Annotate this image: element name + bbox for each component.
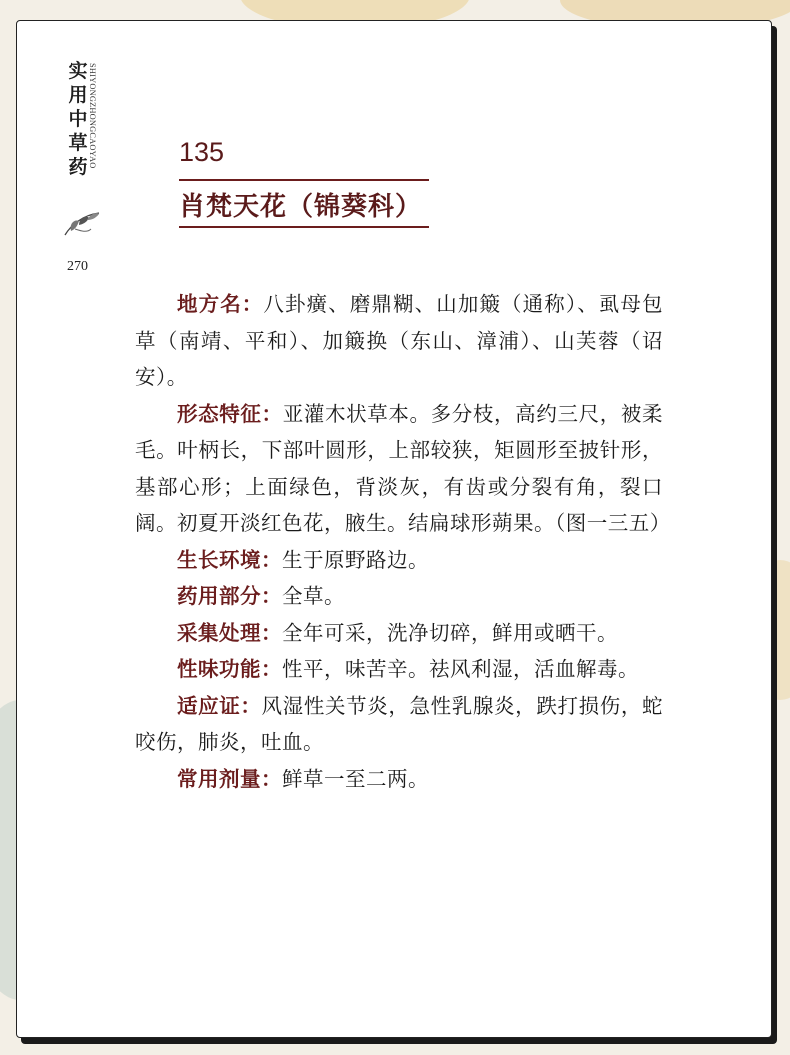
book-title-char: 用 [68, 84, 88, 106]
section-text: 八卦癀、磨鼎糊、山加簸（通称）、虱母包草（南靖、平和）、加簸换（东山、漳浦）、山芙蓉（诏安）。 [135, 292, 664, 389]
book-title-char: 中 [68, 108, 88, 130]
page-number: 270 [67, 259, 88, 274]
section-habitat [135, 542, 663, 579]
section-dosage [135, 761, 663, 798]
section-text: 鲜草一至二两。 [282, 766, 429, 791]
section-text: 性平，味苦辛。祛风利湿，活血解毒。 [282, 657, 639, 681]
section-properties [135, 651, 663, 688]
divider [179, 179, 429, 181]
section-local-names [135, 286, 663, 396]
divider [179, 226, 429, 228]
entry-number: 135 [179, 137, 225, 167]
section-text: 亚灌木状草本。多分枝，高约三尺，被柔毛。叶柄长，下部叶圆形，上部较狭，矩圆形至披针形，基部心形；上面绿色，背淡灰，有齿或分裂有角，裂口阔。初夏开淡红色花，腋生。结扁球形蒴果。（图一三五） [135, 401, 671, 535]
book-page [16, 20, 772, 1038]
entry-body [135, 286, 671, 797]
entry-title: 肖梵天花（锦葵科） [179, 192, 423, 222]
book-title-char: 草 [68, 132, 88, 154]
section-label: 地方名： [177, 292, 264, 316]
section-text: 全年可采，洗净切碎，鲜用或晒干。 [282, 620, 618, 645]
section-label: 常用剂量： [177, 766, 282, 791]
section-label: 药用部分： [177, 584, 282, 608]
leaf-icon [61, 209, 103, 243]
section-label: 性味功能： [177, 657, 282, 681]
section-collection [135, 615, 663, 652]
section-label: 形态特征： [177, 401, 283, 426]
section-medicinal-part [135, 578, 663, 615]
section-text: 风湿性关节炎，急性乳腺炎，跌打损伤，蛇咬伤，肺炎，吐血。 [135, 693, 664, 754]
section-text: 生于原野路边。 [282, 547, 429, 572]
section-text: 全草。 [282, 584, 345, 608]
book-title-char: 药 [68, 156, 88, 178]
section-label: 采集处理： [177, 620, 282, 645]
section-indications [135, 688, 663, 761]
section-label: 生长环境： [177, 547, 282, 572]
book-title-char: 实 [68, 60, 88, 82]
section-morphology [135, 396, 671, 542]
section-label: 适应证： [177, 693, 262, 718]
book-title-pinyin: SHIYONGZHONGCAOYAO [88, 63, 97, 169]
